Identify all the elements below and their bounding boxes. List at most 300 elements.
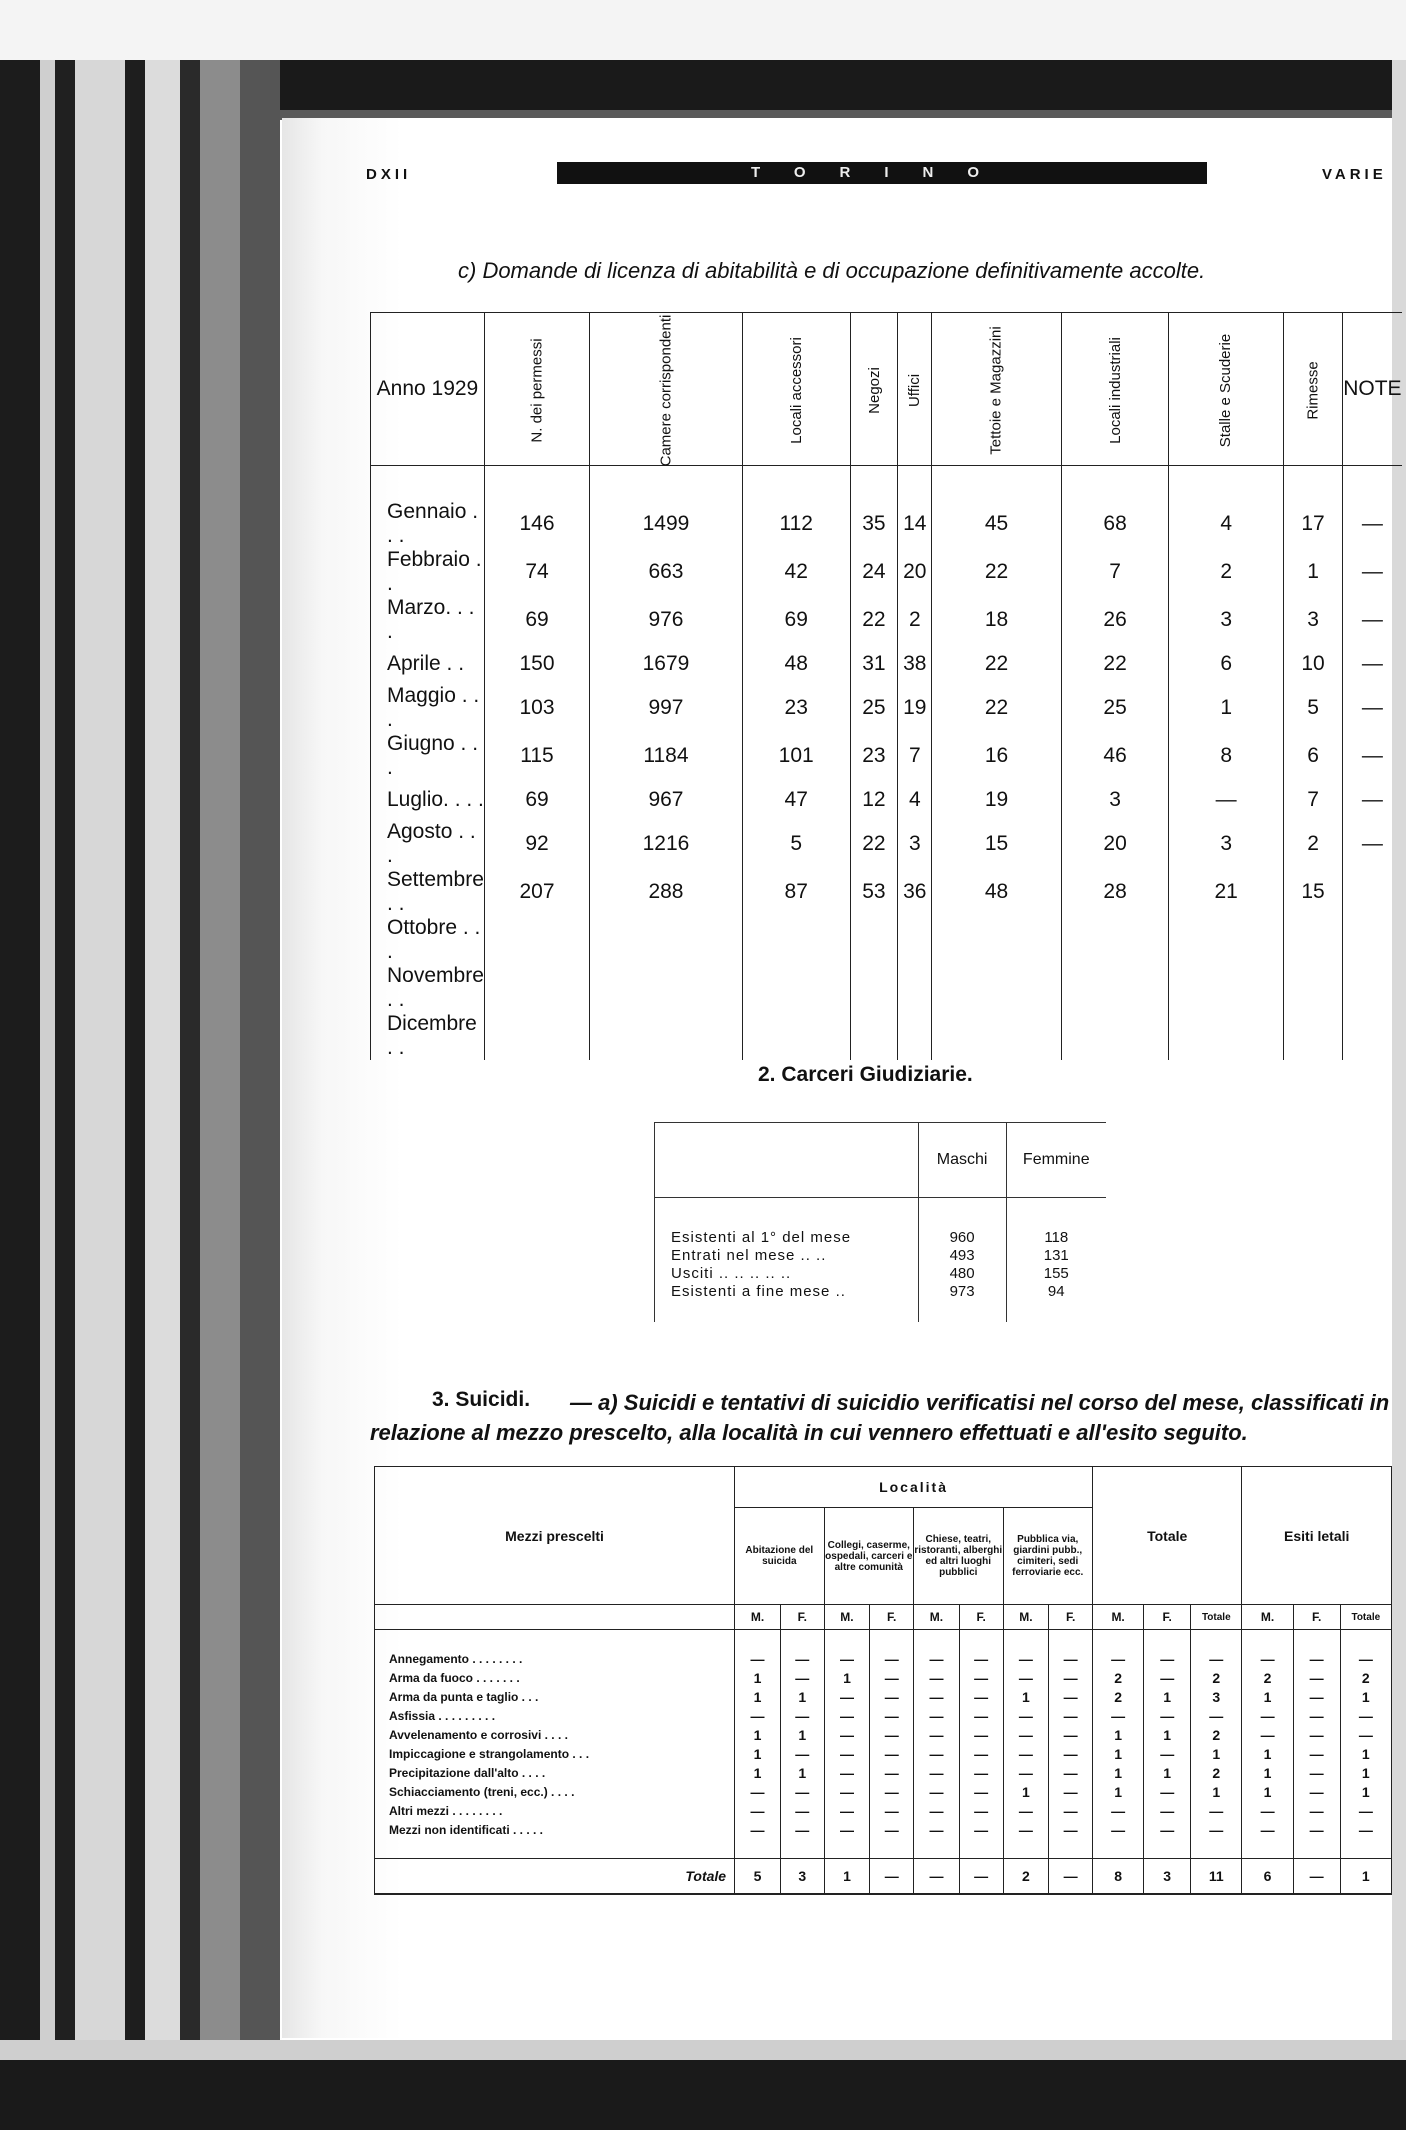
suicide-value: — <box>914 1687 960 1706</box>
month-value: 48 <box>932 868 1061 916</box>
month-value: 19 <box>898 684 932 732</box>
suicide-value: 1 <box>735 1744 781 1763</box>
suicide-value: — <box>1191 1706 1242 1725</box>
month-value <box>742 964 850 1012</box>
suicide-row <box>375 1649 1392 1668</box>
suicide-value: — <box>824 1725 870 1744</box>
suicide-value: — <box>735 1706 781 1725</box>
sub-m: M. <box>735 1605 781 1630</box>
month-value: 23 <box>742 684 850 732</box>
month-value: 976 <box>590 596 743 644</box>
total-cell: — <box>1049 1859 1093 1895</box>
suicide-value: — <box>1144 1668 1191 1687</box>
suicide-mezzo: Arma da fuoco . . . . . . . <box>375 1668 735 1687</box>
suicide-value: — <box>959 1706 1003 1725</box>
month-value: 150 <box>484 644 589 684</box>
suicide-value: — <box>780 1782 824 1801</box>
suicide-value: 1 <box>1242 1687 1293 1706</box>
suicide-value: — <box>1049 1801 1093 1820</box>
month-value: 25 <box>1061 684 1169 732</box>
month-value: 22 <box>932 644 1061 684</box>
suicide-value: 1 <box>1003 1687 1049 1706</box>
month-value: 31 <box>850 644 898 684</box>
month-value: 69 <box>484 596 589 644</box>
month-value: — <box>1343 644 1402 684</box>
prison-row <box>655 1246 1107 1264</box>
suicide-value: — <box>1049 1668 1093 1687</box>
month-value: — <box>1343 684 1402 732</box>
suicide-value: 2 <box>1242 1668 1293 1687</box>
month-value: 2 <box>1283 820 1342 868</box>
scan-border-bottom <box>0 2040 1406 2130</box>
suicide-value: 1 <box>735 1725 781 1744</box>
month-value: 3 <box>1061 780 1169 820</box>
suicide-mezzo: Altri mezzi . . . . . . . . <box>375 1801 735 1820</box>
suicide-value: 1 <box>1092 1744 1143 1763</box>
suicides-subheader-row <box>375 1605 1392 1630</box>
prison-maschi-value: 493 <box>918 1246 1006 1264</box>
month-value <box>1169 1012 1283 1060</box>
month-value <box>850 916 898 964</box>
month-value: 115 <box>484 732 589 780</box>
month-value <box>898 1012 932 1060</box>
suicide-value: 1 <box>824 1668 870 1687</box>
prisons-spacer-bottom <box>655 1300 919 1322</box>
sub-m: M. <box>914 1605 960 1630</box>
suicide-value: — <box>959 1744 1003 1763</box>
month-value: 23 <box>850 732 898 780</box>
permits-body <box>371 466 1402 1061</box>
suicide-mezzo: Asfissia . . . . . . . . . <box>375 1706 735 1725</box>
suicide-value: — <box>914 1782 960 1801</box>
month-value <box>1283 916 1342 964</box>
suicide-value: — <box>1144 1706 1191 1725</box>
month-value: 997 <box>590 684 743 732</box>
section-3-heading-bold: 3. Suicidi. <box>432 1388 531 1411</box>
suicide-value: 1 <box>780 1763 824 1782</box>
suicide-value: 1 <box>1144 1687 1191 1706</box>
suicide-value: — <box>1191 1649 1242 1668</box>
month-value: — <box>1343 820 1402 868</box>
month-row <box>371 780 1402 820</box>
suicide-value: — <box>1293 1649 1340 1668</box>
month-value: 42 <box>742 548 850 596</box>
suicide-row <box>375 1744 1392 1763</box>
page-number: DXII <box>366 166 412 183</box>
month-row <box>371 820 1402 868</box>
month-label: Settembre . . <box>371 868 485 916</box>
month-value: 146 <box>484 466 589 549</box>
total-cell: 3 <box>780 1859 824 1895</box>
prison-row <box>655 1282 1107 1300</box>
suicide-value: — <box>780 1706 824 1725</box>
month-value: 18 <box>932 596 1061 644</box>
suicide-value: 2 <box>1092 1687 1143 1706</box>
suicide-value: 2 <box>1092 1668 1143 1687</box>
suicide-row <box>375 1820 1392 1839</box>
suicide-value: — <box>1144 1801 1191 1820</box>
month-label: Marzo. . . . <box>371 596 485 644</box>
month-value: 103 <box>484 684 589 732</box>
month-value: 45 <box>932 466 1061 549</box>
suicide-value: — <box>1092 1649 1143 1668</box>
month-value: 20 <box>1061 820 1169 868</box>
sub-m: M. <box>1003 1605 1049 1630</box>
month-label: Febbraio . . <box>371 548 485 596</box>
suicide-value: 1 <box>1242 1782 1293 1801</box>
month-value <box>1283 964 1342 1012</box>
suicide-value: — <box>824 1687 870 1706</box>
suicide-value: 1 <box>1242 1763 1293 1782</box>
running-title: TORINO <box>557 162 1207 184</box>
prison-row <box>655 1264 1107 1282</box>
suicide-value: — <box>1049 1687 1093 1706</box>
suicide-value: — <box>1003 1725 1049 1744</box>
month-value: 7 <box>898 732 932 780</box>
month-value: 46 <box>1061 732 1169 780</box>
total-cell: 8 <box>1092 1859 1143 1895</box>
month-value: 38 <box>898 644 932 684</box>
suicide-value: — <box>1092 1820 1143 1839</box>
suicide-mezzo: Mezzi non identificati . . . . . <box>375 1820 735 1839</box>
month-label: Ottobre . . . <box>371 916 485 964</box>
suicide-value: — <box>1003 1820 1049 1839</box>
suicide-value: 1 <box>780 1725 824 1744</box>
prisons-table <box>654 1122 1106 1322</box>
month-value: 48 <box>742 644 850 684</box>
suicide-value: 1 <box>1092 1782 1143 1801</box>
month-value: 10 <box>1283 644 1342 684</box>
suicide-value: — <box>735 1801 781 1820</box>
col-permessi: N. dei permessi <box>484 313 589 466</box>
month-value: 1679 <box>590 644 743 684</box>
suicide-value: — <box>1092 1801 1143 1820</box>
suicides-header-row-1 <box>375 1467 1392 1508</box>
suicide-value: 1 <box>1092 1763 1143 1782</box>
suicide-value: — <box>824 1801 870 1820</box>
suicide-value: — <box>1340 1801 1391 1820</box>
suicide-mezzo: Avvelenamento e corrosivi . . . . <box>375 1725 735 1744</box>
suicide-value: 1 <box>1092 1725 1143 1744</box>
suicide-value: 2 <box>1191 1763 1242 1782</box>
sub-f: F. <box>870 1605 914 1630</box>
suicide-value: 2 <box>1340 1668 1391 1687</box>
suicide-value: — <box>1191 1820 1242 1839</box>
month-value: 22 <box>850 596 898 644</box>
suicide-value: 2 <box>1191 1725 1242 1744</box>
month-value <box>850 964 898 1012</box>
month-value: — <box>1343 732 1402 780</box>
prison-maschi-value: 973 <box>918 1282 1006 1300</box>
month-value: 2 <box>1169 548 1283 596</box>
month-value <box>590 964 743 1012</box>
suicide-mezzo: Precipitazione dall'alto . . . . <box>375 1763 735 1782</box>
suicide-value: 1 <box>735 1763 781 1782</box>
suicide-value: — <box>1191 1801 1242 1820</box>
suicides-table <box>374 1466 1392 1895</box>
total-cell: 11 <box>1191 1859 1242 1895</box>
suicide-value: — <box>1049 1725 1093 1744</box>
sub-f: F. <box>1049 1605 1093 1630</box>
col-uffici: Uffici <box>898 313 932 466</box>
month-label: Novembre . . <box>371 964 485 1012</box>
prisons-col-femmine: Femmine <box>1006 1123 1106 1198</box>
prisons-col-maschi: Maschi <box>918 1123 1006 1198</box>
month-value: 5 <box>742 820 850 868</box>
col-year: Anno 1929 <box>371 313 485 466</box>
suicide-value: — <box>780 1820 824 1839</box>
prison-row <box>655 1228 1107 1246</box>
month-value <box>850 1012 898 1060</box>
suicide-value: — <box>1003 1801 1049 1820</box>
month-value <box>590 916 743 964</box>
month-value: 7 <box>1283 780 1342 820</box>
col-tettoie: Tettoie e Magazzini <box>932 313 1061 466</box>
month-value: 92 <box>484 820 589 868</box>
suicide-value: 1 <box>735 1668 781 1687</box>
month-value: 101 <box>742 732 850 780</box>
suicide-value: 1 <box>1340 1744 1391 1763</box>
suicide-value: — <box>780 1801 824 1820</box>
suicide-value: — <box>1242 1820 1293 1839</box>
suicide-value: — <box>1003 1706 1049 1725</box>
month-value <box>484 916 589 964</box>
suicides-spacer <box>375 1630 735 1650</box>
month-value: 288 <box>590 868 743 916</box>
month-value: 14 <box>898 466 932 549</box>
suicide-value: — <box>914 1820 960 1839</box>
month-value <box>932 916 1061 964</box>
suicide-value: 3 <box>1191 1687 1242 1706</box>
month-value: 87 <box>742 868 850 916</box>
localita-abitazione: Abitazione del suicida <box>735 1508 824 1605</box>
month-label: Agosto . . . <box>371 820 485 868</box>
month-value: 1 <box>1169 684 1283 732</box>
total-cell: — <box>1293 1859 1340 1895</box>
suicide-value: — <box>1340 1820 1391 1839</box>
month-value: 1216 <box>590 820 743 868</box>
suicide-value: — <box>870 1801 914 1820</box>
suicide-value: — <box>824 1706 870 1725</box>
month-value <box>742 916 850 964</box>
suicide-value: — <box>1293 1725 1340 1744</box>
month-label: Dicembre . . <box>371 1012 485 1060</box>
suicide-value: — <box>959 1687 1003 1706</box>
suicide-value: — <box>1293 1763 1340 1782</box>
month-label: Luglio. . . . <box>371 780 485 820</box>
suicide-value: — <box>1003 1744 1049 1763</box>
month-value: 35 <box>850 466 898 549</box>
suicide-value: — <box>959 1801 1003 1820</box>
month-value <box>932 964 1061 1012</box>
localita-collegi: Collegi, caserme, ospedali, carceri e altre comunità <box>824 1508 913 1605</box>
sub-m: M. <box>1092 1605 1143 1630</box>
month-value: 207 <box>484 868 589 916</box>
col-locali-industriali: Locali industriali <box>1061 313 1169 466</box>
suicide-value: — <box>914 1649 960 1668</box>
suicide-value: — <box>1293 1782 1340 1801</box>
month-row <box>371 916 1402 964</box>
suicides-col-mezzi: Mezzi prescelti <box>375 1467 735 1605</box>
month-value: 3 <box>1283 596 1342 644</box>
month-value: 12 <box>850 780 898 820</box>
prisons-col-blank <box>655 1123 919 1198</box>
total-label: Totale <box>375 1859 735 1895</box>
suicide-value: — <box>1144 1820 1191 1839</box>
suicide-value: — <box>1340 1706 1391 1725</box>
suicide-value: — <box>824 1782 870 1801</box>
suicide-value: — <box>824 1744 870 1763</box>
month-value <box>1283 1012 1342 1060</box>
suicide-value: — <box>1049 1763 1093 1782</box>
suicide-value: — <box>1340 1649 1391 1668</box>
month-label: Maggio . . . <box>371 684 485 732</box>
month-value <box>742 1012 850 1060</box>
month-value: 7 <box>1061 548 1169 596</box>
month-value: 17 <box>1283 466 1342 549</box>
month-value <box>898 964 932 1012</box>
col-camere: Camere corrispondenti <box>590 313 743 466</box>
month-value: 22 <box>932 548 1061 596</box>
suicide-value: — <box>870 1820 914 1839</box>
suicide-value: — <box>1092 1706 1143 1725</box>
month-row <box>371 1012 1402 1060</box>
suicide-value: — <box>870 1668 914 1687</box>
total-cell: 3 <box>1144 1859 1191 1895</box>
col-rimesse: Rimesse <box>1283 313 1342 466</box>
prison-femmine-value: 155 <box>1006 1264 1106 1282</box>
suicide-value: — <box>959 1725 1003 1744</box>
sub-totale: Totale <box>1191 1605 1242 1630</box>
suicide-value: 1 <box>1191 1744 1242 1763</box>
month-value: 1499 <box>590 466 743 549</box>
sub-f: F. <box>959 1605 1003 1630</box>
month-value: 3 <box>1169 820 1283 868</box>
month-label: Gennaio . . . <box>371 466 485 549</box>
section-c-caption: c) Domande di licenza di abitabilità e di occupazione definitivamente accolte. <box>458 258 1206 283</box>
suicide-mezzo: Impiccagione e strangolamento . . . <box>375 1744 735 1763</box>
month-value: 21 <box>1169 868 1283 916</box>
month-value: 4 <box>1169 466 1283 549</box>
suicide-value: — <box>735 1649 781 1668</box>
month-value: 3 <box>1169 596 1283 644</box>
suicide-value: — <box>780 1668 824 1687</box>
month-value: 28 <box>1061 868 1169 916</box>
suicide-value: — <box>914 1801 960 1820</box>
prison-femmine-value: 131 <box>1006 1246 1106 1264</box>
month-value <box>1061 1012 1169 1060</box>
prisons-spacer <box>655 1198 919 1229</box>
suicide-value: — <box>870 1725 914 1744</box>
suicide-row <box>375 1763 1392 1782</box>
suicide-value: — <box>959 1649 1003 1668</box>
month-label: Aprile . . <box>371 644 485 684</box>
suicide-value: — <box>959 1668 1003 1687</box>
suicide-value: 1 <box>1144 1763 1191 1782</box>
prison-row-label: Usciti .. .. .. .. .. <box>655 1264 919 1282</box>
month-row <box>371 868 1402 916</box>
suicide-value: — <box>735 1782 781 1801</box>
month-value: 53 <box>850 868 898 916</box>
suicide-row <box>375 1687 1392 1706</box>
prison-maschi-value: 960 <box>918 1228 1006 1246</box>
sub-f: F. <box>1144 1605 1191 1630</box>
month-value: — <box>1343 780 1402 820</box>
suicide-value: — <box>1293 1744 1340 1763</box>
suicide-value: — <box>1144 1782 1191 1801</box>
month-value: 26 <box>1061 596 1169 644</box>
suicide-row <box>375 1725 1392 1744</box>
suicides-total-row <box>375 1859 1392 1895</box>
prison-row-label: Esistenti a fine mese .. <box>655 1282 919 1300</box>
col-locali-accessori: Locali accessori <box>742 313 850 466</box>
suicide-value: — <box>1293 1706 1340 1725</box>
col-note: NOTE <box>1343 313 1402 466</box>
month-value: 8 <box>1169 732 1283 780</box>
suicide-value: — <box>914 1744 960 1763</box>
month-value: 69 <box>484 780 589 820</box>
month-value: — <box>1169 780 1283 820</box>
col-negozi: Negozi <box>850 313 898 466</box>
sub-f: F. <box>780 1605 824 1630</box>
month-value <box>484 964 589 1012</box>
month-row <box>371 684 1402 732</box>
prison-row-label: Esistenti al 1° del mese <box>655 1228 919 1246</box>
suicide-value: 1 <box>1340 1782 1391 1801</box>
month-value: 4 <box>898 780 932 820</box>
suicide-value: — <box>824 1763 870 1782</box>
sub-f: F. <box>1293 1605 1340 1630</box>
suicide-mezzo: Schiacciamento (treni, ecc.) . . . . <box>375 1782 735 1801</box>
month-value: — <box>1343 466 1402 549</box>
scan-border-left <box>0 60 280 2130</box>
suicide-value: — <box>1242 1706 1293 1725</box>
section-label: VARIE <box>1322 166 1387 183</box>
total-cell: — <box>870 1859 914 1895</box>
month-value: 2 <box>898 596 932 644</box>
month-value: 6 <box>1283 732 1342 780</box>
suicide-value: — <box>914 1725 960 1744</box>
suicide-mezzo: Annegamento . . . . . . . . <box>375 1649 735 1668</box>
suicide-value: — <box>780 1649 824 1668</box>
suicide-value: — <box>1049 1744 1093 1763</box>
suicides-spacer-bottom <box>375 1839 735 1859</box>
month-value: 16 <box>932 732 1061 780</box>
prison-maschi-value: 480 <box>918 1264 1006 1282</box>
suicide-value: — <box>959 1763 1003 1782</box>
suicide-value: — <box>735 1820 781 1839</box>
month-value: 112 <box>742 466 850 549</box>
suicide-value: — <box>1144 1744 1191 1763</box>
suicides-col-totale: Totale <box>1092 1467 1241 1605</box>
month-value: 22 <box>850 820 898 868</box>
month-value: 47 <box>742 780 850 820</box>
suicide-value: — <box>1242 1649 1293 1668</box>
month-value <box>932 1012 1061 1060</box>
month-value: 22 <box>1061 644 1169 684</box>
month-value <box>1343 1012 1402 1060</box>
suicide-value: — <box>870 1706 914 1725</box>
suicide-value: — <box>914 1668 960 1687</box>
suicide-value: — <box>870 1782 914 1801</box>
month-value: 24 <box>850 548 898 596</box>
suicide-value: — <box>1049 1820 1093 1839</box>
month-value <box>1343 916 1402 964</box>
sub-m: M. <box>824 1605 870 1630</box>
total-cell: 2 <box>1003 1859 1049 1895</box>
suicide-value: — <box>824 1820 870 1839</box>
suicide-value: — <box>1242 1801 1293 1820</box>
